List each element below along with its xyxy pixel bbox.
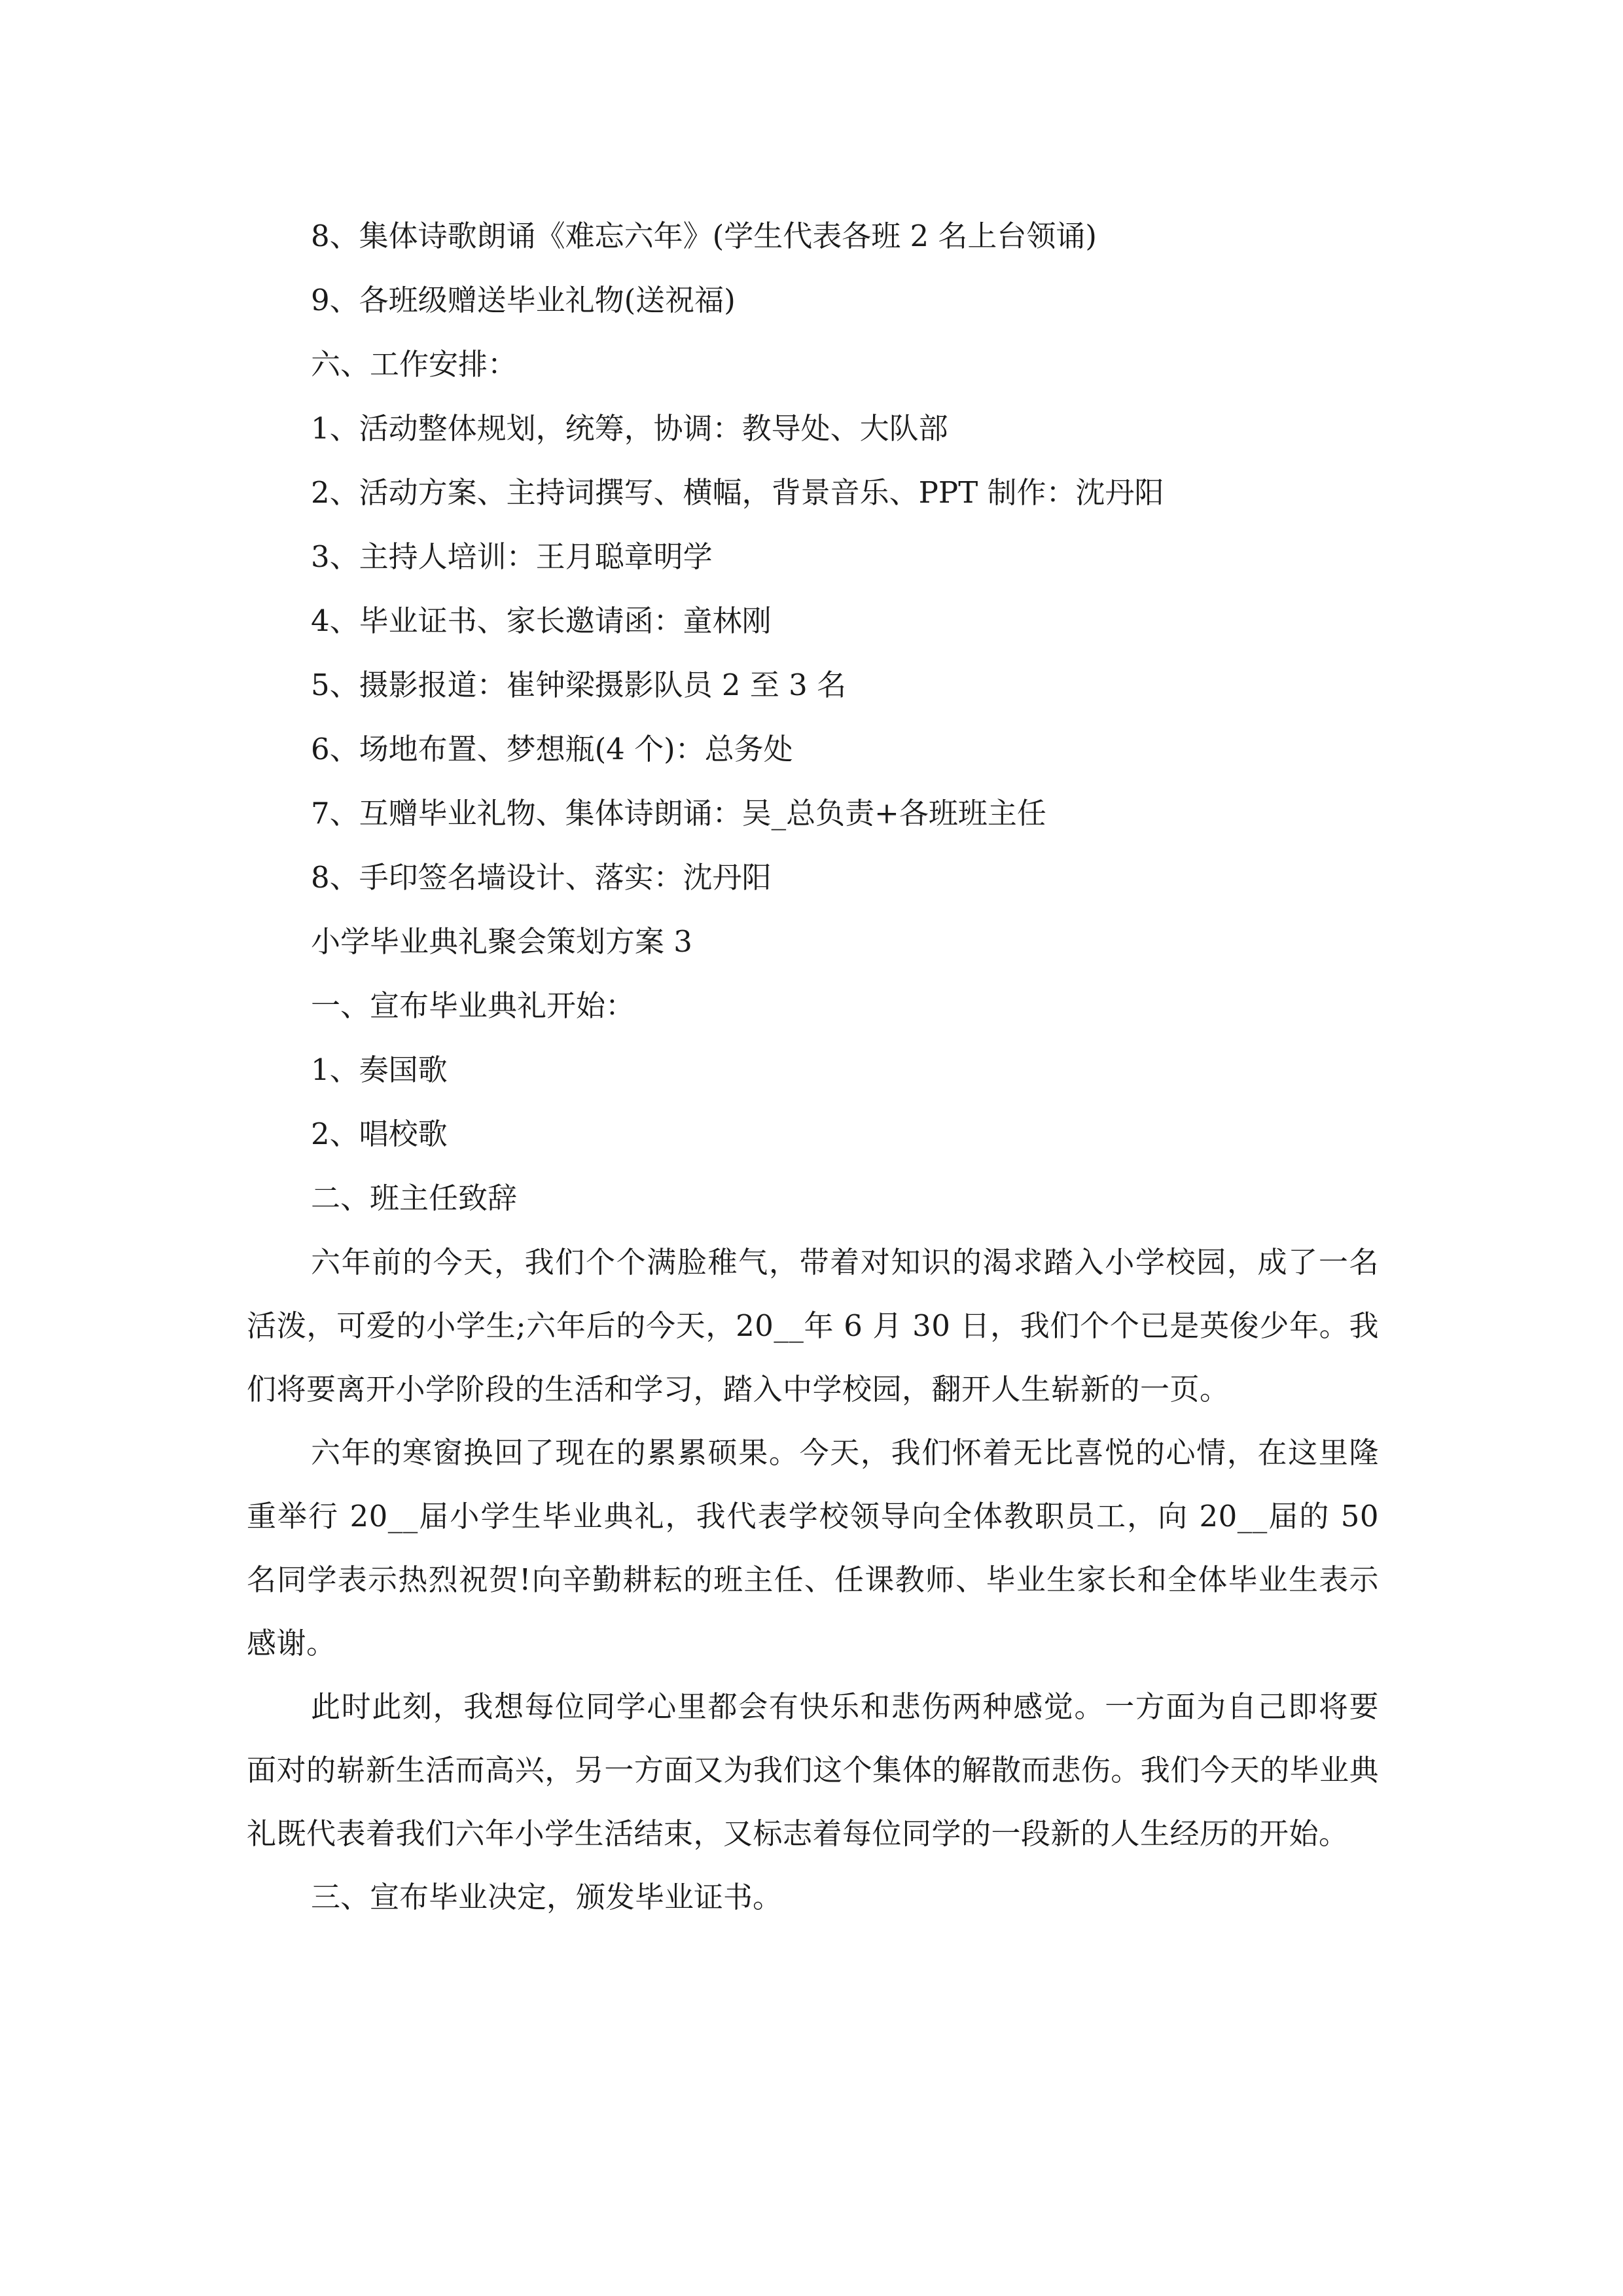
text-line: 2、活动方案、主持词撰写、横幅，背景音乐、PPT 制作：沈丹阳 xyxy=(311,475,1164,510)
body-paragraph: 六年的寒窗换回了现在的累累硕果。今天，我们怀着无比喜悦的心情，在这里隆重举行 20__届小学生毕业典礼，我代表学校领导向全体教职员工，向 20__届的 50 名同学表示热烈祝贺!向辛勤耕耘的班主任、任课教师、毕业生家长和全体毕业生表示感谢。 xyxy=(247,1435,1379,1660)
text-line: 9、各班级赠送毕业礼物(送祝福) xyxy=(311,283,736,317)
body-paragraph: 六年前的今天，我们个个满脸稚气，带着对知识的渴求踏入小学校园，成了一名活泼，可爱的小学生;六年后的今天，20__年 6 月 30 日，我们个个已是英俊少年。我们将要离开小学阶段的生活和学习，踏入中学校园，翻开人生崭新的一页。 xyxy=(247,1245,1379,1407)
text-line: 4、毕业证书、家长邀请函：童林刚 xyxy=(311,603,772,638)
document-body xyxy=(247,204,1379,1929)
text-line: 8、手印签名墙设计、落实：沈丹阳 xyxy=(311,860,772,895)
text-line: 1、奏国歌 xyxy=(311,1052,448,1087)
document-subtitle: 小学毕业典礼聚会策划方案 3 xyxy=(311,924,692,959)
body-paragraph: 此时此刻，我想每位同学心里都会有快乐和悲伤两种感觉。一方面为自己即将要面对的崭新生活而高兴，另一方面又为我们这个集体的解散而悲伤。我们今天的毕业典礼既代表着我们六年小学生活结束，又标志着每位同学的一段新的人生经历的开始。 xyxy=(247,1689,1379,1851)
text-line: 6、场地布置、梦想瓶(4 个)：总务处 xyxy=(311,732,793,766)
section-heading: 二、班主任致辞 xyxy=(311,1181,518,1215)
text-line: 2、唱校歌 xyxy=(311,1117,448,1151)
text-line: 7、互赠毕业礼物、集体诗朗诵：吴_总负责+各班班主任 xyxy=(311,796,1046,831)
text-line: 1、活动整体规划，统筹，协调：教导处、大队部 xyxy=(311,411,948,446)
text-line: 3、主持人培训：王月聪章明学 xyxy=(311,539,713,574)
text-line: 5、摄影报道：崔钟梁摄影队员 2 至 3 名 xyxy=(311,668,847,702)
section-heading: 三、宣布毕业决定，颁发毕业证书。 xyxy=(311,1880,783,1914)
text-line: 8、集体诗歌朗诵《难忘六年》(学生代表各班 2 名上台领诵) xyxy=(311,219,1097,253)
section-heading: 六、工作安排： xyxy=(311,347,518,382)
section-heading: 一、宣布毕业典礼开始： xyxy=(311,988,635,1023)
